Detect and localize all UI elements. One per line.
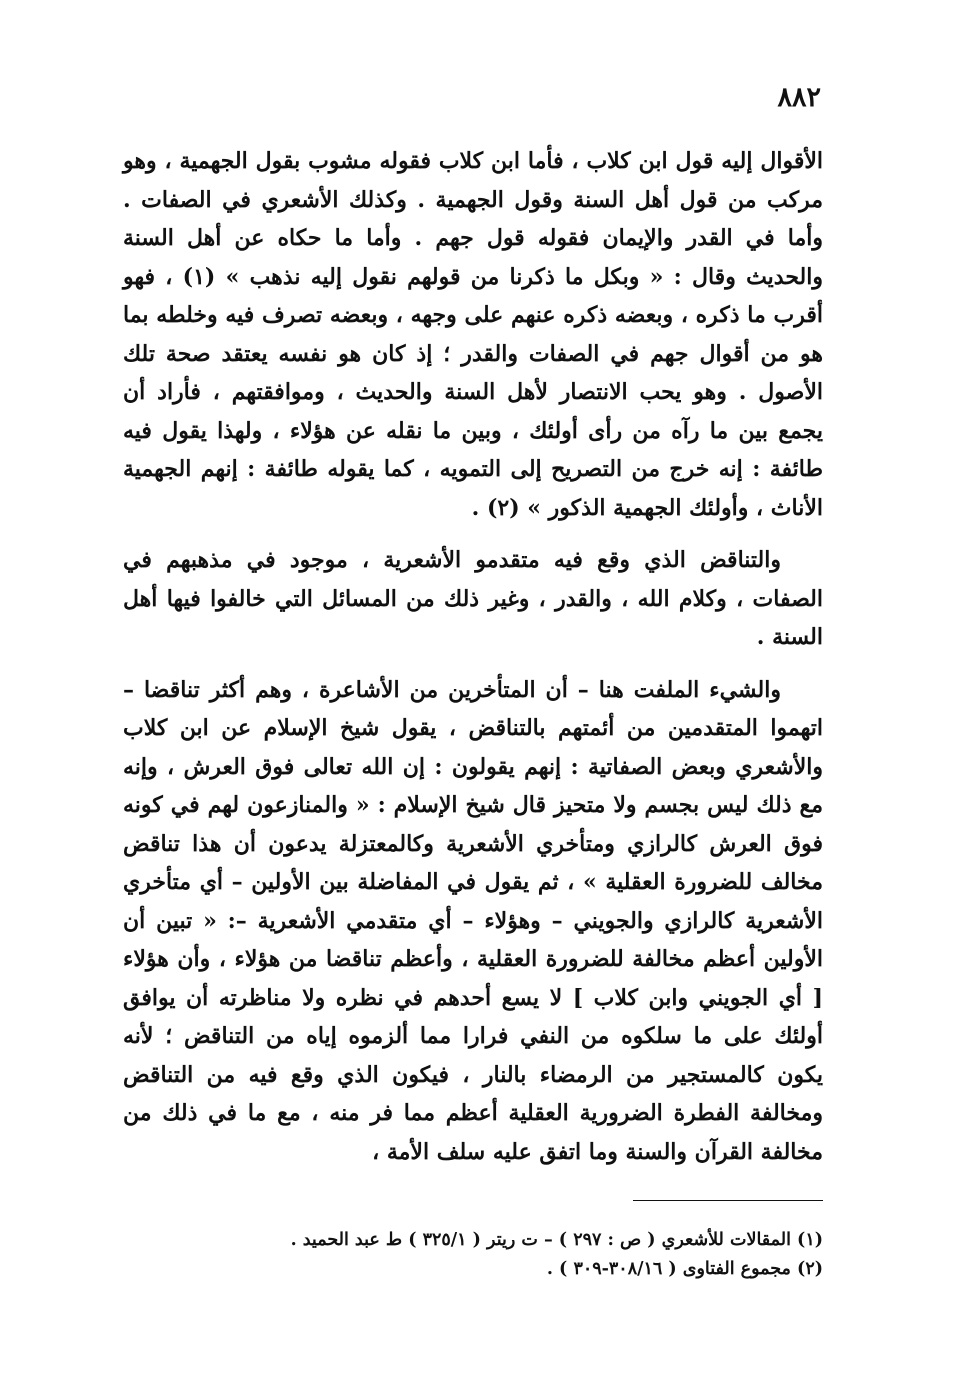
footnote-separator: [633, 1200, 823, 1201]
paragraph-continuation: الأقوال إليه قول ابن كلاب ، فأما ابن كلاب فقوله مشوب بقول الجهمية ، وهو مركب من قول أهل السنة وقول الجهمية . وكذلك الأشعري في الصفات . وأما في القدر والإيمان فقوله قول جهم . وأما ما حكاه عن أهل السنة والحديث وقال : « وبكل ما ذكرنا من قولهم نقول إليه نذهب » (١) ، فهو أقرب ما ذكره ، وبعضه ذكره عنهم على وجهه ، وبعضه تصرف فيه وخلطه بما هو من أقوال جهم في الصفات والقدر ؛ إذ كان هو نفسه يعتقد صحة تلك الأصول . وهو يحب الانتصار لأهل السنة والحديث ، وموافقتهم ، فأراد أن يجمع بين ما رآه من رأى أولئك ، وبين ما نقله عن هؤلاء ، ولهذا يقول فيه طائفة : إنه خرج من التصريح إلى التمويه ، كما يقوله طائفة : إنهم الجهمية الأناث ، وأولئك الجهمية الذكور » (٢) .: [123, 148, 823, 521]
page-number: ٨٨٢: [777, 82, 821, 113]
footnotes: [123, 1226, 823, 1284]
main-text: [123, 142, 823, 1171]
paragraph-contradiction: والتناقض الذي وقع فيه متقدمو الأشعرية ، موجود في مذهبهم في الصفات ، وكلام الله ، والقدر ، وغير ذلك من المسائل التي خالفوا فيها أهل السنة .: [123, 547, 823, 650]
paragraph-later-asharis: والشيء الملفت هنا – أن المتأخرين من الأشاعرة ، وهم أكثر تناقضا – اتهموا المتقدمين من أئمتهم بالتناقض ، يقول شيخ الإسلام عن ابن كلاب والأشعري وبعض الصفاتية : إنهم يقولون : إن الله تعالى فوق العرش ، وإنه مع ذلك ليس بجسم ولا متحيز قال شيخ الإسلام : « والمنازعون لهم في كونه فوق العرش كالرازي ومتأخري الأشعرية وكالمعتزلة يدعون أن هذا تناقض مخالف للضرورة العقلية » ، ثم يقول في المفاضلة بين الأولين – أي متأخري الأشعرية كالرازي والجويني – وهؤلاء – أي متقدمي الأشعرية –: « تبين أن الأولين أعظم مخالفة للضرورة العقلية ، وأعظم تناقضا من هؤلاء ، وأن هؤلاء [ أي الجويني وابن كلاب ] لا يسع أحدهم في نظره ولا مناظرته أن يوافق أولئك على ما سلكوه من النفي فرارا مما ألزموه إياه من التناقض ؛ لأنه يكون كالمستجير من الرمضاء بالنار ، فيكون الذي وقع فيه من التناقض ومخالفة الفطرة الضرورية العقلية أعظم مما فر منه ، مع ما في ذلك من مخالفة القرآن والسنة وما اتفق عليه سلف الأمة ،: [123, 676, 823, 1165]
footnote-2: (٢) مجموع الفتاوى ( ٣٠٨/١٦-٣٠٩ ) .: [546, 1259, 823, 1279]
footnote-1: (١) المقالات للأشعري ( ص : ٢٩٧ ) – ت ريتر ( ٣٢٥/١ ) ط عبد الحميد .: [290, 1230, 823, 1250]
